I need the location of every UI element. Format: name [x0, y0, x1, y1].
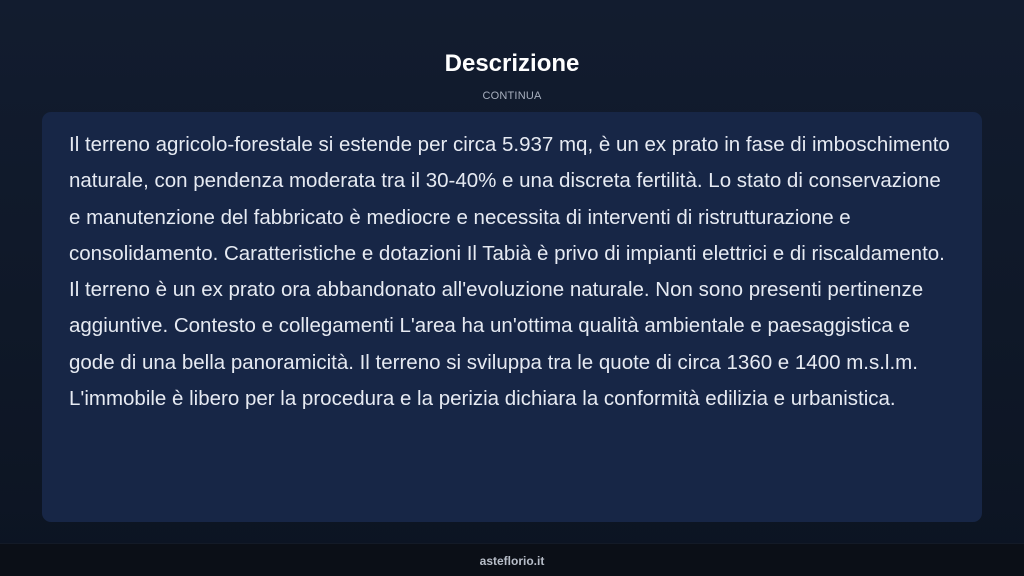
footer-brand: asteflorio.it — [479, 554, 545, 568]
footer-bar — [0, 543, 1024, 576]
description-text: Il terreno agricolo-forestale si estende per circa 5.937 mq, è un ex prato in fase di imboschimento naturale, con pendenza moderata tra il 30-40% e una discreta fertilità. Lo stato di conservazione e manutenzione del fabbricato è mediocre e necessita di interventi di ristrutturazione e consolidamento. Caratteristiche e dotazioni Il Tabià è privo di impianti elettrici e di riscaldamento. Il terreno è un ex prato ora abbandonato all'evoluzione naturale. Non sono presenti pertinenze aggiuntive. Contesto e collegamenti L'area ha un'ottima qualità ambientale e paesaggistica e gode di una bella panoramicità. Il terreno si sviluppa tra le quote di circa 1360 e 1400 m.s.l.m. L'immobile è libero per la procedura e la perizia dichiara la conformità edilizia e urbanistica. — [69, 133, 950, 411]
continue-link[interactable]: CONTINUA — [482, 90, 542, 102]
page-title: Descrizione — [444, 50, 580, 77]
description-card — [42, 112, 982, 522]
